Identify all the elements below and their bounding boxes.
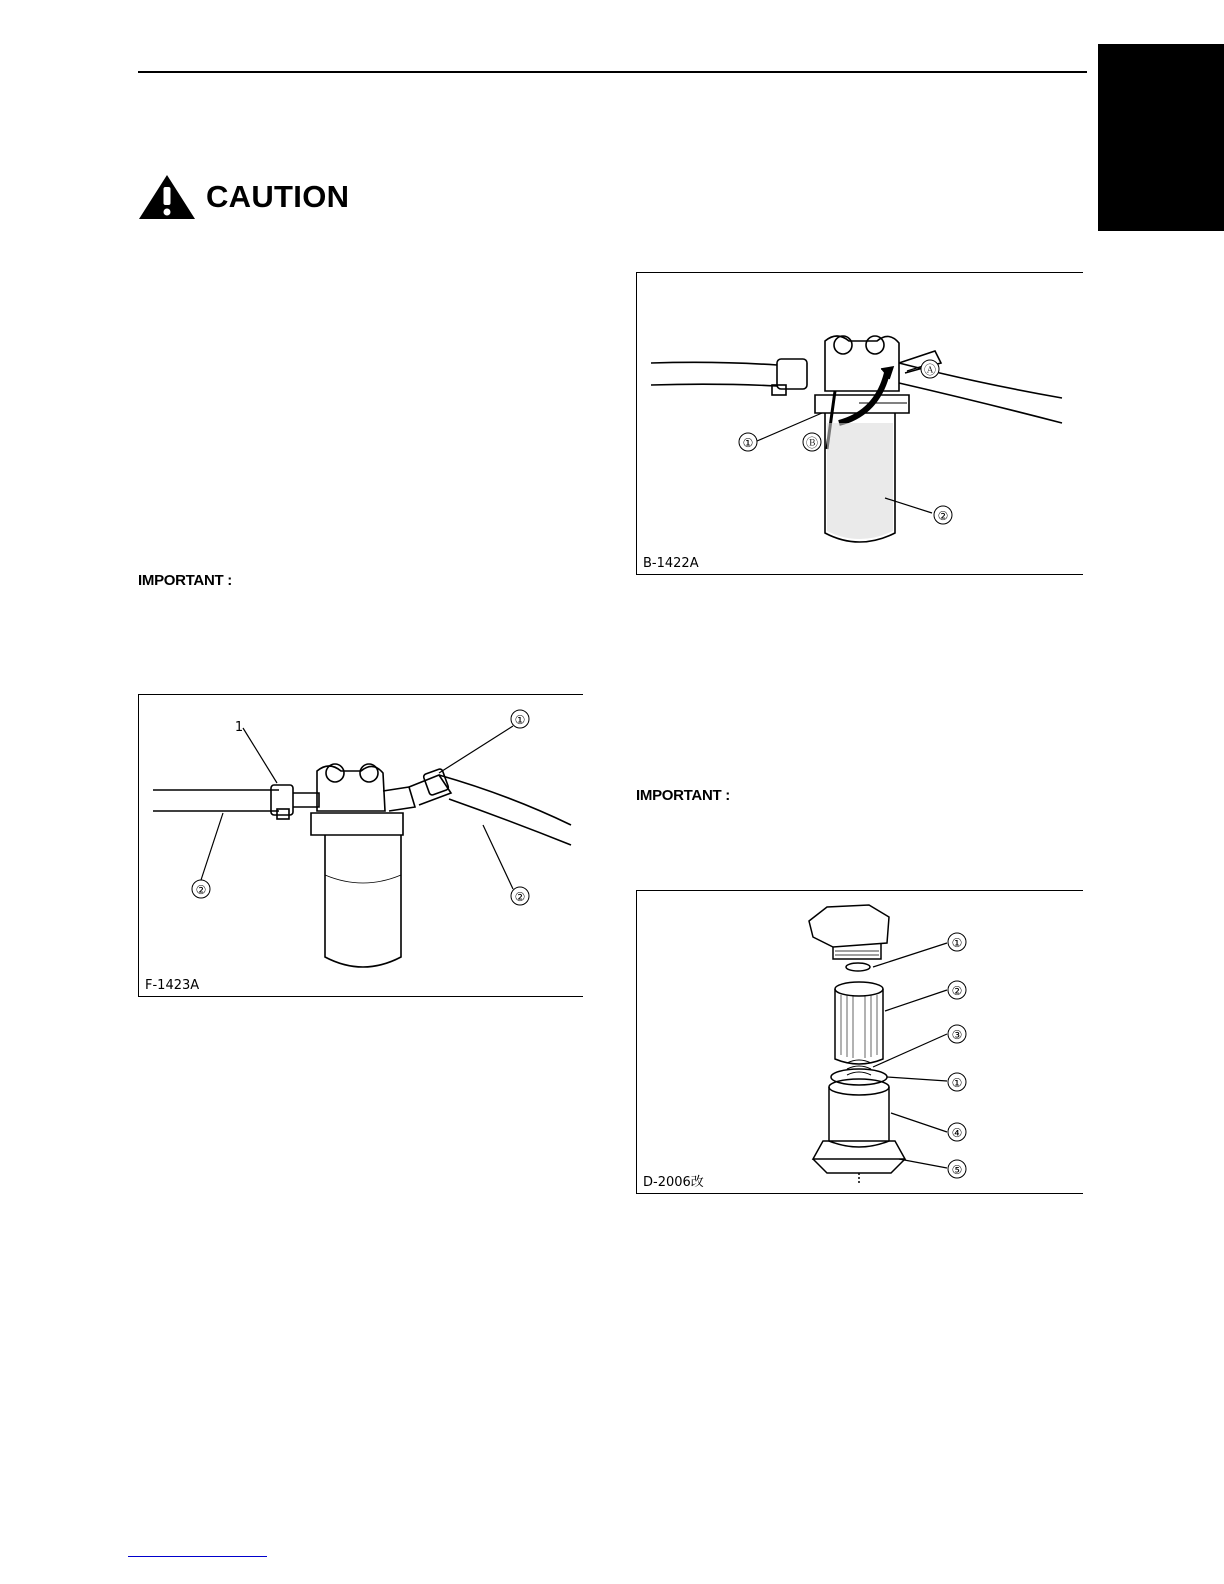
callout-a: Ⓐ — [923, 363, 937, 377]
warning-triangle-icon — [138, 174, 196, 220]
caution-label: CAUTION — [206, 179, 350, 214]
callout-1: ① — [742, 436, 754, 450]
footer-link-underline[interactable] — [128, 1556, 267, 1557]
callout-2: ② — [937, 509, 949, 523]
figure-code: F-1423A — [145, 978, 200, 993]
callout-3: ③ — [951, 1028, 963, 1042]
callout-1-right: ① — [514, 713, 526, 727]
callout-1-top: ① — [951, 936, 963, 950]
fuel-filter-exploded-illustration — [637, 891, 1084, 1195]
callout-2: ② — [951, 984, 963, 998]
callout-2-right: ② — [514, 890, 526, 904]
figure-code: D-2006改 — [643, 1175, 704, 1190]
callout-1-lower: ① — [951, 1076, 963, 1090]
figure-f-1423a — [138, 694, 583, 997]
figure-b-1422a — [636, 272, 1083, 575]
fuel-hose-clamp-illustration — [139, 695, 584, 998]
callout-5: ⑤ — [951, 1163, 963, 1177]
callout-2-left: ② — [195, 883, 207, 897]
figure-code: B-1422A — [643, 556, 699, 571]
header-rule — [138, 71, 1087, 73]
figure-d-2006 — [636, 890, 1083, 1194]
callout-b: Ⓑ — [805, 436, 819, 450]
callout-1-left: 1 — [234, 720, 244, 735]
fuel-filter-cock-illustration — [637, 273, 1084, 576]
important-label-left: IMPORTANT : — [138, 572, 232, 589]
section-tab — [1098, 44, 1224, 231]
important-label-right: IMPORTANT : — [636, 787, 730, 804]
caution-heading — [138, 174, 349, 220]
callout-4: ④ — [951, 1126, 963, 1140]
